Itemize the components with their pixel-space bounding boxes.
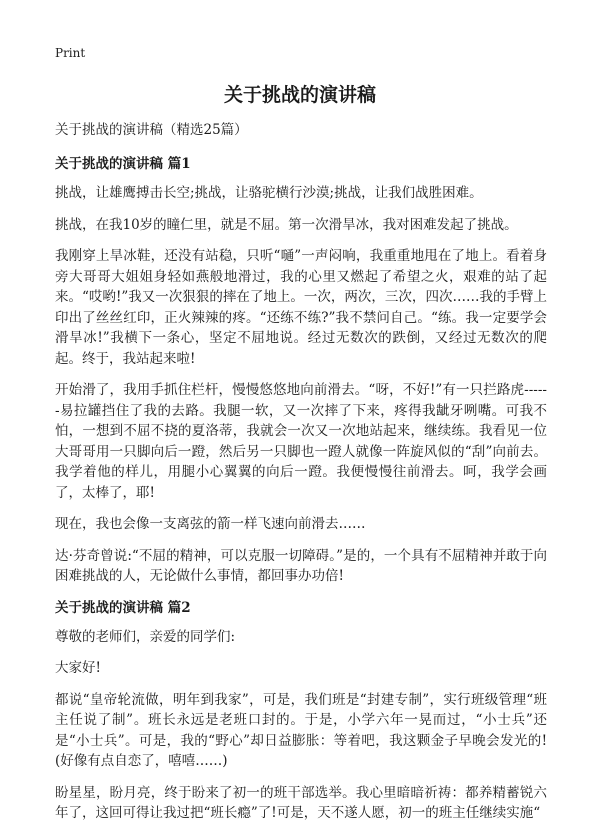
paragraph: 现在，我也会像一支离弦的箭一样飞速向前滑去…… xyxy=(55,516,366,532)
paragraph: 大家好! xyxy=(55,660,101,676)
paragraph: 尊敬的老师们，亲爱的同学们: xyxy=(55,628,236,645)
document-body xyxy=(55,120,547,835)
section-1 xyxy=(55,154,547,587)
document-subtitle: 关于挑战的演讲稿（精选25篇） xyxy=(55,122,248,138)
print-link[interactable]: Print xyxy=(55,46,86,60)
section-heading: 关于挑战的演讲稿 篇1 xyxy=(55,156,191,172)
paragraph: 挑战，让雄鹰搏击长空;挑战，让骆驼横行沙漠;挑战，让我们战胜困难。 xyxy=(55,185,483,201)
page-title: 关于挑战的演讲稿 xyxy=(223,84,376,106)
paragraph: 开始滑了，我用手抓住栏杆，慢慢悠悠地向前滑去。“呀，不好!”有一只拦路虎------易拉罐挡住了我的去路。我腿一软，又一次摔了下来，疼得我龇牙咧嘴。可我不怕，一想到不屈不挠的夏洛蒂，我就会一次又一次地站起来，继续练。我看见一位大哥哥用一只脚向后一蹬，然后另一只脚也一蹬人就像一阵旋风似的“刮”向前去。我学着他的样儿，用腿小心翼翼的向后一蹬。我便慢慢往前滑去。呵，我学会画了，太棒了，耶! xyxy=(55,382,547,501)
section-2 xyxy=(55,598,547,824)
paragraph: 挑战，在我10岁的瞳仁里，就是不屈。第一次滑旱冰，我对困难发起了挑战。 xyxy=(55,216,518,233)
paragraph: 都说“皇帝轮流做，明年到我家”，可是，我们班是“封建专制”，实行班级管理“班主任说了制”。班长永远是老班口封的。于是，小学六年一晃而过，“小士兵”还是“小士兵”。可是，我的“野心”却日益膨胀：等着吧，我这颗金子早晚会发光的!(好像有点自恋了，嘻嘻……) xyxy=(55,691,547,769)
paragraph: 盼星星，盼月亮，终于盼来了初一的班干部选举。我心里暗暗祈祷：都养精蓄锐六年了，这回可得让我过把“班长瘾”了!可是，天不遂人愿，初一的班主任继续实施“ xyxy=(55,784,547,821)
paragraph: 达·芬奇曾说:“不屈的精神，可以克服一切障碍。”是的，一个具有不屈精神并敢于向困难挑战的人，无论做什么事情，都回事办功倍! xyxy=(55,547,547,584)
paragraph: 我刚穿上旱冰鞋，还没有站稳，只听“嗵”一声闷响，我重重地甩在了地上。看着身旁大哥哥大姐姐身轻如燕般地滑过，我的心里又燃起了希望之火，艰难的站了起来。“哎哟!”我又一次狠狠的摔在了地上。一次，两次，三次，四次……我的手臂上印出了丝丝红印，正火辣辣的疼。“还练不练?”我不禁问自己。“练。我一定要学会滑旱冰!”我横下一条心，坚定不屈地说。经过无数次的跌倒，又经过无数次的爬起。终于，我站起来啦! xyxy=(55,248,547,367)
section-heading: 关于挑战的演讲稿 篇2 xyxy=(55,599,191,616)
